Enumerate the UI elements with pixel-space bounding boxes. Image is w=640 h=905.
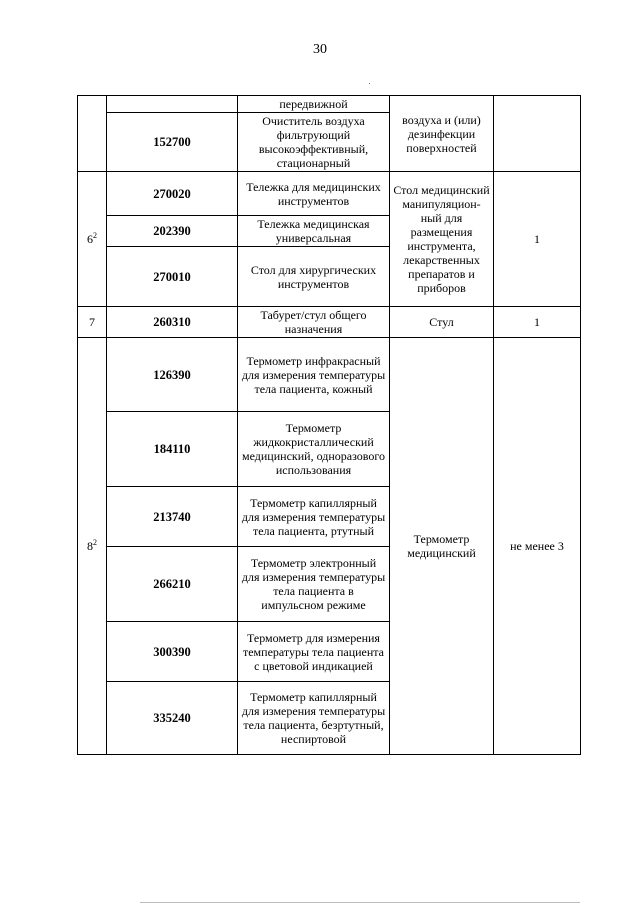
name-cell: Табурет/стул общего назначения [238,307,390,338]
quantity-cell [494,96,581,172]
code-cell: 260310 [107,307,238,338]
type-cell: воздуха и (или) дезинфекции поверхностей [390,96,494,172]
code-cell: 202390 [107,216,238,247]
name-cell: Термометр капиллярный для измерения температуры тела пациента, безртутный, неспиртовой [238,682,390,755]
scan-mark [369,83,370,84]
name-cell: Термометр инфракрасный для измерения температуры тела пациента, кожный [238,338,390,412]
code-cell: 126390 [107,338,238,412]
name-cell: Стол для хирургических инструментов [238,247,390,307]
name-cell: Термометр капиллярный для измерения температуры тела пациента, ртутный [238,487,390,547]
name-cell: Тележка для медицинских инструментов [238,172,390,216]
name-cell: Очиститель воздуха фильтрующий высокоэффективный, стационарный [238,113,390,172]
equipment-table [77,95,581,755]
table-row [78,307,581,338]
group-number-cell: $6^2$ [78,172,107,307]
code-cell: 300390 [107,622,238,682]
name-cell: Термометр для измерения температуры тела пациента с цветовой индикацией [238,622,390,682]
code-cell [107,96,238,113]
quantity-cell: 1 [494,307,581,338]
code-cell: 213740 [107,487,238,547]
name-cell: Термометр электронный для измерения температуры тела пациента в импульсном режиме [238,547,390,622]
name-cell: Термометр жидкокристаллический медицинский, одноразового использования [238,412,390,487]
type-cell: Стол медицинский манипуляцион-ный для размещения инструмента, лекарственных препаратов и приборов [390,172,494,307]
code-cell: 335240 [107,682,238,755]
quantity-cell: 1 [494,172,581,307]
code-cell: 270020 [107,172,238,216]
code-cell: 266210 [107,547,238,622]
page-edge-line [140,902,580,903]
name-cell: передвижной [238,96,390,113]
group-number-cell: $8^2$ [78,338,107,755]
quantity-cell: не менее 3 [494,338,581,755]
group-number-cell: 7 [78,307,107,338]
table-row [78,338,581,412]
table-row [78,172,581,216]
group-number-cell [78,96,107,172]
code-cell: 152700 [107,113,238,172]
page-number: 30 [313,42,327,57]
code-cell: 184110 [107,412,238,487]
type-cell: Термометр медицинский [390,338,494,755]
name-cell: Тележка медицинская универсальная [238,216,390,247]
code-cell: 270010 [107,247,238,307]
table-row [78,96,581,113]
type-cell: Стул [390,307,494,338]
